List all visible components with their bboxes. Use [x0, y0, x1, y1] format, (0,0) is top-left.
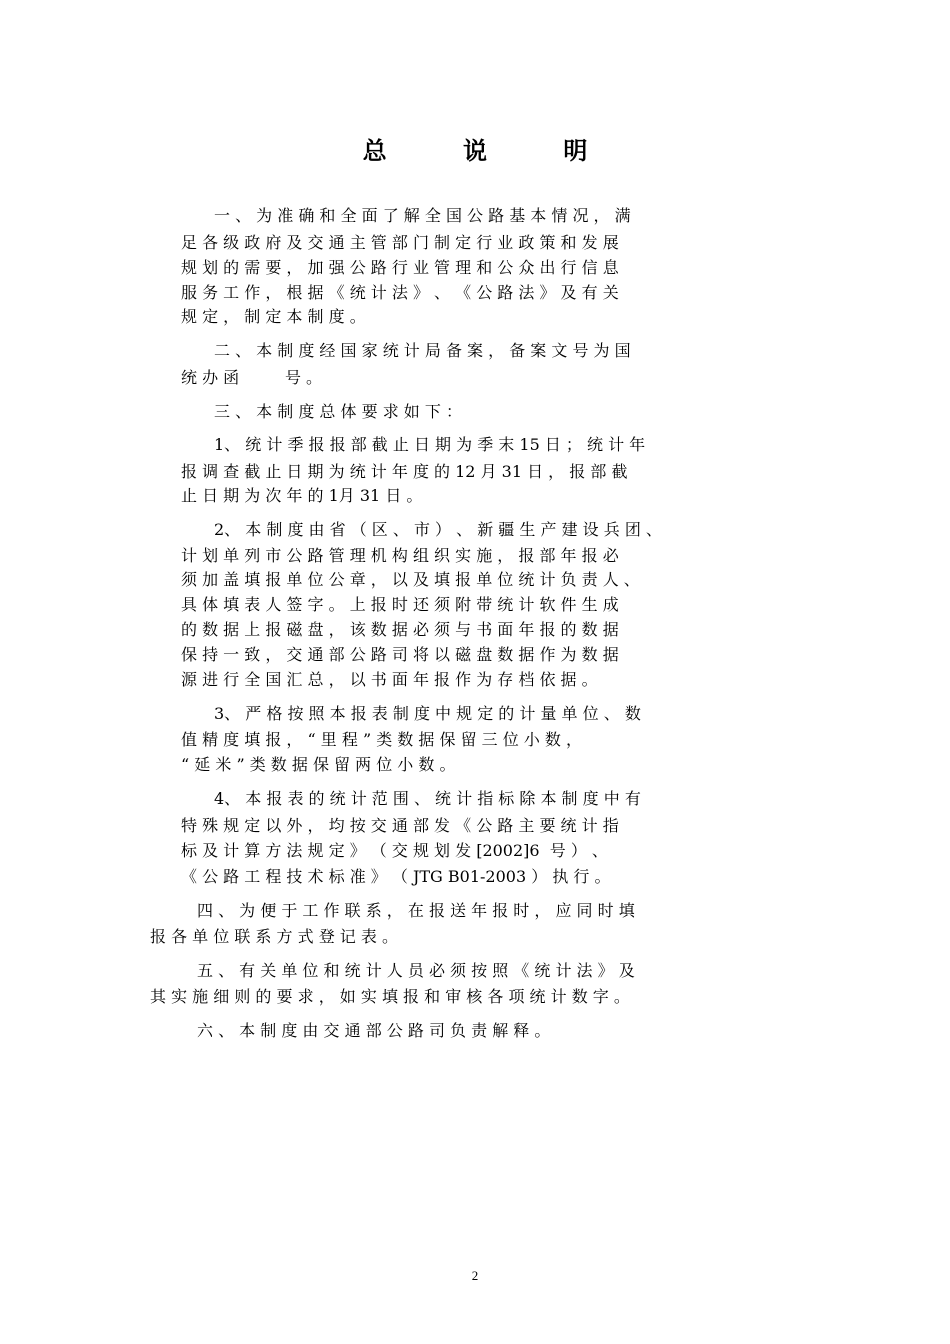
text-line: 四 、 为 便 于 工 作 联 系 ， 在 报 送 年 报 时 ， 应 同 时 填 [197, 901, 635, 920]
text-line: 二 、 本 制 度 经 国 家 统 计 局 备 案 ， 备 案 文 号 为 国 [214, 341, 631, 360]
text-line: 标 及 计 算 方 法 规 定 》 （ 交 规 划 发 [2002]6 号 ） 、 [181, 841, 608, 860]
text-line: 一 、 为 准 确 和 全 面 了 解 全 国 公 路 基 本 情 况 ， 满 [214, 206, 631, 225]
text-line: 其 实 施 细 则 的 要 求 ， 如 实 填 报 和 审 核 各 项 统 计 数 字 。 [150, 987, 630, 1006]
text-line: 源 进 行 全 国 汇 总 ， 以 书 面 年 报 作 为 存 档 依 据 。 [181, 670, 598, 689]
text-line: 4、 本 报 表 的 统 计 范 围 、 统 计 指 标 除 本 制 度 中 有 [214, 789, 641, 808]
text-line: 五 、 有 关 单 位 和 统 计 人 员 必 须 按 照 《 统 计 法 》 及 [197, 961, 635, 980]
text-line: 报 调 查 截 止 日 期 为 统 计 年 度 的 12 月 31 日 ， 报 部 截 [181, 462, 628, 481]
text-line: 的 数 据 上 报 磁 盘 ， 该 数 据 必 须 与 书 面 年 报 的 数 据 [181, 620, 619, 639]
text-line: 值 精 度 填 报 ， “ 里 程 ” 类 数 据 保 留 三 位 小 数 ， [181, 730, 582, 749]
text-line: 《 公 路 工 程 技 术 标 准 》 （ JTG B01-2003 ） 执 行 。 [181, 867, 611, 886]
text-line: 报 各 单 位 联 系 方 式 登 记 表 。 [150, 927, 398, 946]
text-line: 服 务 工 作 ， 根 据 《 统 计 法 》 、 《 公 路 法 》 及 有 关 [181, 283, 619, 302]
page-title: 总 说 明 [362, 137, 622, 165]
text-line: 须 加 盖 填 报 单 位 公 章 ， 以 及 填 报 单 位 统 计 负 责 人 、 [181, 570, 640, 589]
text-line: “ 延 米 ” 类 数 据 保 留 两 位 小 数 。 [181, 755, 456, 774]
page-number: 2 [471, 1268, 479, 1283]
text-line: 规 定 ， 制 定 本 制 度 。 [181, 307, 366, 326]
text-line: 2、 本 制 度 由 省 （ 区 、 市 ） 、 新 疆 生 产 建 设 兵 团 、 [214, 520, 662, 539]
text-line: 统 办 函 号 。 [181, 368, 323, 387]
text-line: 六 、 本 制 度 由 交 通 部 公 路 司 负 责 解 释 。 [197, 1021, 551, 1040]
text-line: 保 持 一 致 ， 交 通 部 公 路 司 将 以 磁 盘 数 据 作 为 数 据 [181, 645, 619, 664]
text-line: 足 各 级 政 府 及 交 通 主 管 部 门 制 定 行 业 政 策 和 发 展 [181, 233, 619, 252]
text-line: 1、 统 计 季 报 报 部 截 止 日 期 为 季 末 15 日 ； 统 计 年 [214, 435, 646, 454]
text-line: 规 划 的 需 要 ， 加 强 公 路 行 业 管 理 和 公 众 出 行 信 息 [181, 258, 619, 277]
text-line: 三 、 本 制 度 总 体 要 求 如 下 ： [214, 402, 462, 421]
text-line: 3、 严 格 按 照 本 报 表 制 度 中 规 定 的 计 量 单 位 、 数 [214, 704, 641, 723]
text-line: 计 划 单 列 市 公 路 管 理 机 构 组 织 实 施 ， 报 部 年 报 必 [181, 546, 619, 565]
text-line: 止 日 期 为 次 年 的 1月 31 日 。 [181, 486, 423, 505]
text-line: 特 殊 规 定 以 外 ， 均 按 交 通 部 发 《 公 路 主 要 统 计 指 [181, 816, 619, 835]
text-line: 具 体 填 表 人 签 字 。 上 报 时 还 须 附 带 统 计 软 件 生 成 [181, 595, 619, 614]
